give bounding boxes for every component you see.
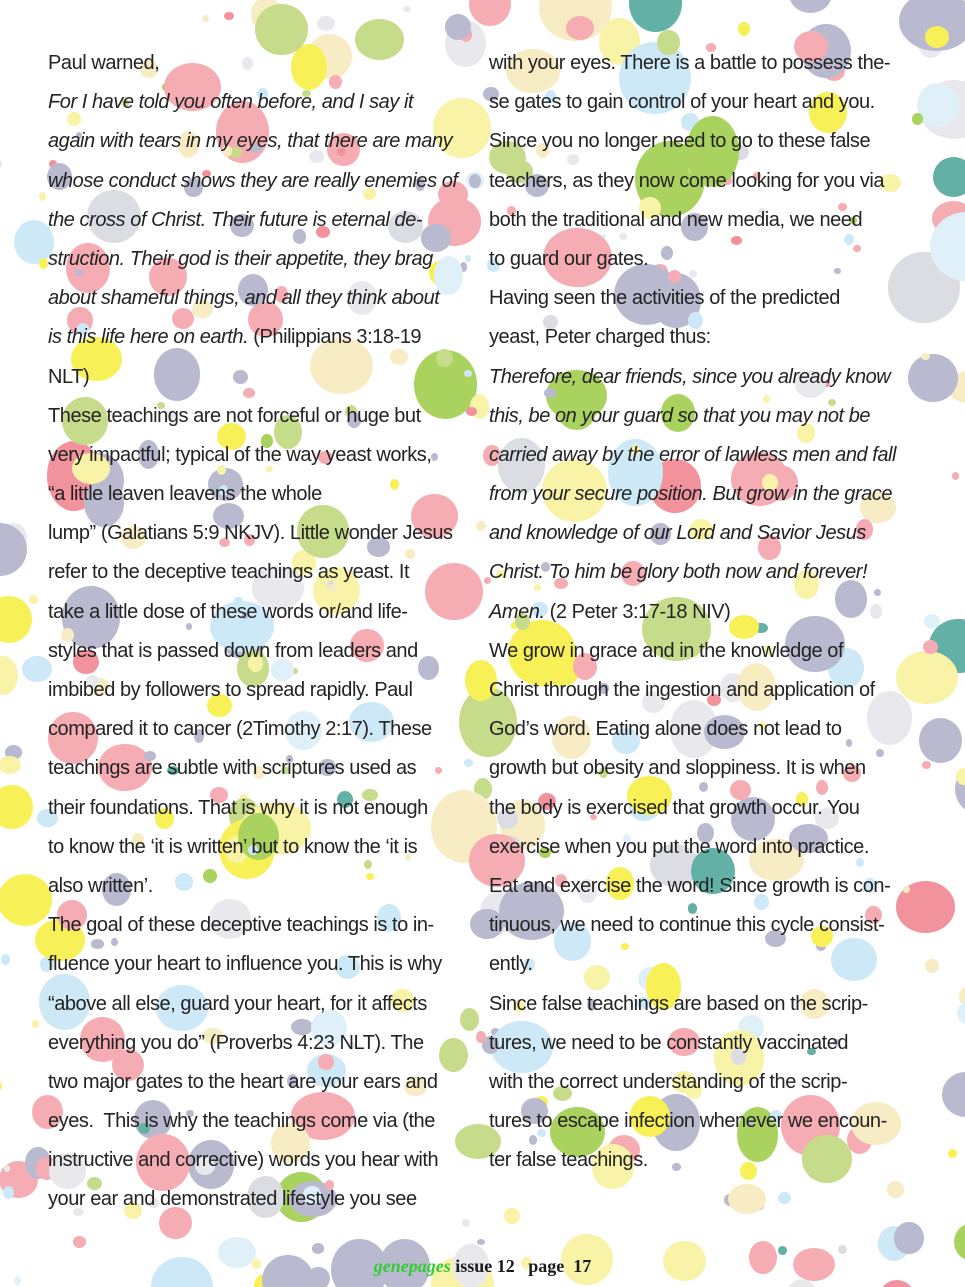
body-text: NLT) — [48, 365, 90, 388]
text-line — [48, 279, 484, 318]
text-line — [48, 906, 484, 945]
body-text: growth but obesity and sloppiness. It is when — [489, 757, 866, 780]
text-line — [489, 671, 925, 710]
text-line — [489, 867, 925, 906]
body-text: to know the ‘it is written’ but to know the ‘it is — [48, 835, 418, 858]
text-line — [48, 44, 484, 83]
body-text: Since false teachings are based on the scrip- — [489, 992, 868, 1015]
body-text: teachings are subtle with scriptures used as — [48, 757, 417, 780]
body-text: both the traditional and new media, we need — [489, 208, 863, 231]
text-line — [48, 475, 484, 514]
text-line — [48, 749, 484, 788]
text-line — [489, 710, 925, 749]
text-line — [489, 514, 925, 553]
body-text: The goal of these deceptive teachings is to in- — [48, 914, 434, 937]
body-text: styles that is passed down from leaders and — [48, 639, 418, 662]
text-line — [489, 475, 925, 514]
text-line — [48, 83, 484, 122]
body-text: Eat and exercise the word! Since growth is con- — [489, 874, 891, 897]
quote-text: the cross of Christ. Their future is eternal de- — [48, 208, 423, 231]
text-line — [48, 1180, 484, 1219]
text-line — [48, 828, 484, 867]
body-text: “above all else, guard your heart, for it affects — [48, 992, 427, 1015]
text-line — [48, 593, 484, 632]
text-line — [489, 44, 925, 83]
quote-text: carried away by the error of lawless men and fall — [489, 443, 897, 466]
body-text: tures, we need to be constantly vaccinated — [489, 1031, 849, 1054]
text-line — [48, 945, 484, 984]
body-text: tures to escape infection whenever we encoun- — [489, 1110, 887, 1133]
body-text: teachers, as they now come looking for you via — [489, 169, 885, 192]
text-line — [48, 397, 484, 436]
body-text: also written’. — [48, 874, 153, 897]
text-line — [48, 710, 484, 749]
text-line — [48, 162, 484, 201]
body-text: eyes. This is why the teachings come via (the — [48, 1110, 435, 1133]
body-text: We grow in grace and in the knowledge of — [489, 639, 844, 662]
text-line — [48, 1063, 484, 1102]
body-text: to guard our gates. — [489, 247, 649, 270]
text-line — [48, 514, 484, 553]
text-line — [48, 240, 484, 279]
quote-text: about shameful things, and all they think about — [48, 287, 440, 310]
body-text: yeast, Peter charged thus: — [489, 326, 711, 349]
text-line — [48, 1102, 484, 1141]
text-line — [48, 867, 484, 906]
body-text: tinuous, we need to continue this cycle consist- — [489, 914, 885, 937]
text-line — [489, 553, 925, 592]
right-column — [489, 44, 925, 1180]
text-line — [489, 632, 925, 671]
text-line — [48, 318, 484, 357]
text-line — [489, 397, 925, 436]
text-line — [48, 789, 484, 828]
brand-name: genepages — [373, 1256, 451, 1276]
text-line — [48, 201, 484, 240]
quote-text: this, be on your guard so that you may not be — [489, 404, 871, 427]
text-line — [489, 162, 925, 201]
text-line — [489, 201, 925, 240]
body-text: your ear and demonstrated lifestyle you see — [48, 1188, 417, 1211]
body-text: refer to the deceptive teachings as yeast. It — [48, 561, 410, 584]
quote-text: Christ. To him be glory both now and forever! — [489, 561, 868, 584]
footer-issue-page: issue 12 page 17 — [450, 1256, 592, 1276]
body-text: with your eyes. There is a battle to possess the- — [489, 52, 891, 74]
quote-text: Amen. — [489, 600, 550, 623]
text-line — [489, 358, 925, 397]
quote-text: from your secure position. But grow in the grace — [489, 483, 893, 506]
body-text: Since you no longer need to go to these false — [489, 130, 871, 153]
text-line — [48, 671, 484, 710]
body-text: ter false teachings. — [489, 1149, 648, 1172]
body-text: (2 Peter 3:17-18 NIV) — [549, 600, 731, 623]
text-line — [48, 1024, 484, 1063]
text-line — [48, 985, 484, 1024]
text-line — [48, 122, 484, 161]
body-text: Paul warned, — [48, 52, 160, 74]
body-text: take a little dose of these words or/and life- — [48, 600, 408, 623]
text-line — [489, 83, 925, 122]
text-line — [489, 749, 925, 788]
text-line — [48, 1141, 484, 1180]
body-text: ently. — [489, 953, 533, 976]
text-line — [489, 279, 925, 318]
text-line — [489, 985, 925, 1024]
footer-page-info — [0, 1256, 965, 1277]
body-text: “a little leaven leavens the whole — [48, 483, 322, 506]
body-text: with the correct understanding of the scrip- — [489, 1070, 848, 1093]
text-line — [489, 789, 925, 828]
body-text: Having seen the activities of the predicted — [489, 287, 840, 310]
text-line — [489, 593, 925, 632]
text-line — [48, 358, 484, 397]
text-line — [489, 828, 925, 867]
body-text: These teachings are not forceful or huge but — [48, 404, 421, 427]
body-text: God’s word. Eating alone does not lead to — [489, 718, 842, 741]
quote-text: For I have told you often before, and I say it — [48, 91, 414, 114]
body-text: Christ through the ingestion and application of — [489, 679, 875, 701]
text-line — [48, 436, 484, 475]
quote-text: whose conduct shows they are really enemies of — [48, 169, 458, 192]
left-column — [48, 44, 484, 1220]
text-line — [489, 1063, 925, 1102]
body-text: imbibed by followers to spread rapidly. Paul — [48, 679, 413, 701]
text-line — [489, 945, 925, 984]
body-text: (Philippians 3:18-19 — [253, 326, 422, 349]
text-line — [489, 1102, 925, 1141]
text-line — [48, 632, 484, 671]
text-line — [489, 240, 925, 279]
body-text: compared it to cancer (2Timothy 2:17). These — [48, 718, 432, 741]
body-text: exercise when you put the word into practice. — [489, 835, 869, 858]
text-line — [48, 553, 484, 592]
body-text: fluence your heart to influence you. This is why — [48, 953, 442, 976]
quote-text: struction. Their god is their appetite, they brag — [48, 247, 433, 270]
text-line — [489, 1141, 925, 1180]
body-text: the body is exercised that growth occur. You — [489, 796, 860, 819]
quote-text: is this life here on earth. — [48, 326, 254, 349]
text-line — [489, 122, 925, 161]
quote-text: again with tears in my eyes, that there are many — [48, 130, 453, 153]
body-text: everything you do” (Proverbs 4:23 NLT). The — [48, 1031, 424, 1054]
text-line — [489, 436, 925, 475]
text-line — [489, 906, 925, 945]
quote-text: Therefore, dear friends, since you already know — [489, 365, 891, 388]
body-text: their foundations. That is why it is not enough — [48, 796, 428, 819]
text-line — [489, 1024, 925, 1063]
body-text: se gates to gain control of your heart and you. — [489, 91, 875, 114]
body-text: two major gates to the heart are your ears and — [48, 1070, 438, 1093]
body-text: instructive and corrective) words you hear with — [48, 1149, 439, 1172]
body-text: very impactful; typical of the way yeast works, — [48, 443, 432, 466]
quote-text: and knowledge of our Lord and Savior Jesus — [489, 522, 866, 545]
body-text: lump” (Galatians 5:9 NKJV). Little wonder Jesus — [48, 522, 453, 545]
text-line — [489, 318, 925, 357]
